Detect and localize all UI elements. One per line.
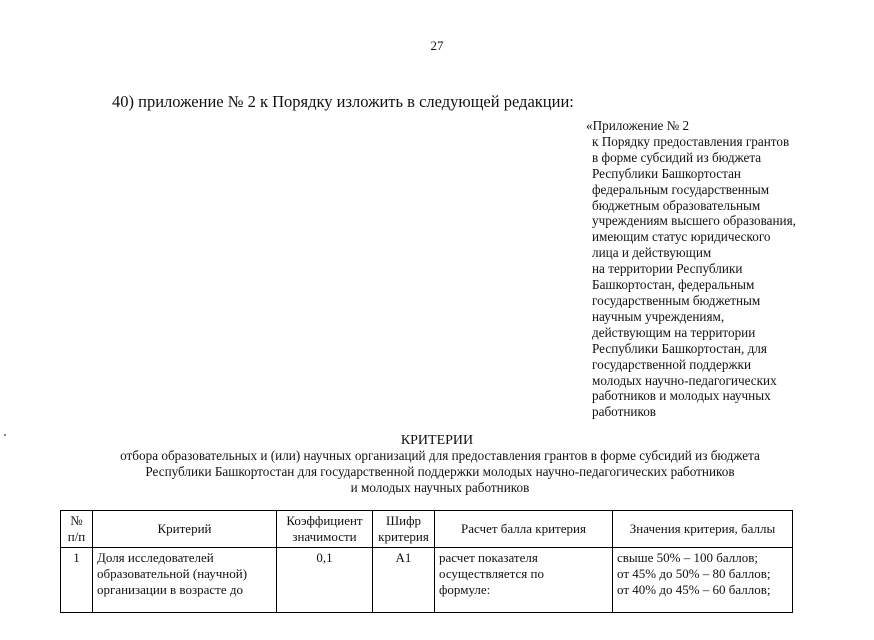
appendix-line: в форме субсидий из бюджета <box>592 149 762 165</box>
header-coefficient-line: значимости <box>292 529 357 544</box>
page-number: 27 <box>430 38 444 53</box>
header-calculation <box>435 511 613 548</box>
cell-line: осуществляется по <box>439 566 544 581</box>
appendix-line: бюджетным образовательным <box>592 197 761 213</box>
appendix-header <box>586 118 816 420</box>
appendix-line: к Порядку предоставления грантов <box>592 133 790 149</box>
table-header-row <box>61 511 793 548</box>
cell-line: формуле: <box>439 582 491 597</box>
header-criterion <box>93 511 277 548</box>
cell-line: расчет показателя <box>439 550 538 565</box>
cell-calculation <box>435 548 613 613</box>
appendix-line: молодых научно-педагогических <box>592 372 777 388</box>
cell-line: от 45% до 50% – 80 баллов; <box>617 566 771 581</box>
header-criterion-line: Критерий <box>157 521 212 536</box>
header-values <box>613 511 793 548</box>
amendment-intro: 40) приложение № 2 к Порядку изложить в следующей редакции: <box>112 92 574 111</box>
header-coefficient <box>277 511 373 548</box>
cell-code: А1 <box>373 548 435 613</box>
cell-line: организации в возрасте до <box>97 582 243 597</box>
header-code-line: Шифр <box>386 513 421 528</box>
criteria-subtitle <box>90 448 790 496</box>
appendix-line: Башкортостан, федеральным <box>592 277 755 293</box>
appendix-line: государственным бюджетным <box>592 292 761 308</box>
appendix-line: научным учреждениям, <box>592 308 725 324</box>
appendix-line: работников <box>592 404 657 420</box>
header-calculation-line: Расчет балла критерия <box>461 521 586 536</box>
appendix-line: федеральным государственным <box>592 181 770 197</box>
header-num <box>61 511 93 548</box>
cell-line: от 40% до 45% – 60 баллов; <box>617 582 771 597</box>
header-code <box>373 511 435 548</box>
cell-coefficient: 0,1 <box>277 548 373 613</box>
cell-values <box>613 548 793 613</box>
appendix-line: Республики Башкортостан <box>592 165 741 181</box>
criteria-table <box>60 510 793 613</box>
appendix-line: государственной поддержки <box>592 356 751 372</box>
criteria-subtitle-line: отбора образовательных и (или) научных организаций для предоставления грантов в форме субсидий из бюджета <box>120 448 760 463</box>
header-num-line: № <box>70 513 83 528</box>
header-values-line: Значения критерия, баллы <box>629 521 776 536</box>
cell-criterion <box>93 548 277 613</box>
appendix-line: работников и молодых научных <box>592 388 771 404</box>
cell-line: образовательной (научной) <box>97 566 248 581</box>
criteria-title: КРИТЕРИИ <box>400 433 474 448</box>
appendix-line: имеющим статус юридического <box>592 229 771 245</box>
criteria-subtitle-line: Республики Башкортостан для государственной поддержки молодых научно-педагогических работников <box>145 464 735 479</box>
cell-num: 1 <box>61 548 93 613</box>
appendix-line: действующим на территории <box>592 324 756 340</box>
header-coefficient-line: Коэффициент <box>286 513 363 528</box>
cell-line: Доля исследователей <box>97 550 214 565</box>
criteria-subtitle-line: и молодых научных работников <box>350 480 530 495</box>
table-row <box>61 548 793 613</box>
appendix-line: Республики Башкортостан, для <box>592 340 767 356</box>
header-code-line: критерия <box>378 529 429 544</box>
appendix-line: на территории Республики <box>592 261 743 277</box>
appendix-line: «Приложение № 2 <box>586 118 690 133</box>
header-num-line: п/п <box>67 529 86 544</box>
cell-line: свыше 50% – 100 баллов; <box>617 550 758 565</box>
appendix-line: учреждениям высшего образования, <box>592 213 796 229</box>
appendix-line: лица и действующим <box>592 245 712 261</box>
